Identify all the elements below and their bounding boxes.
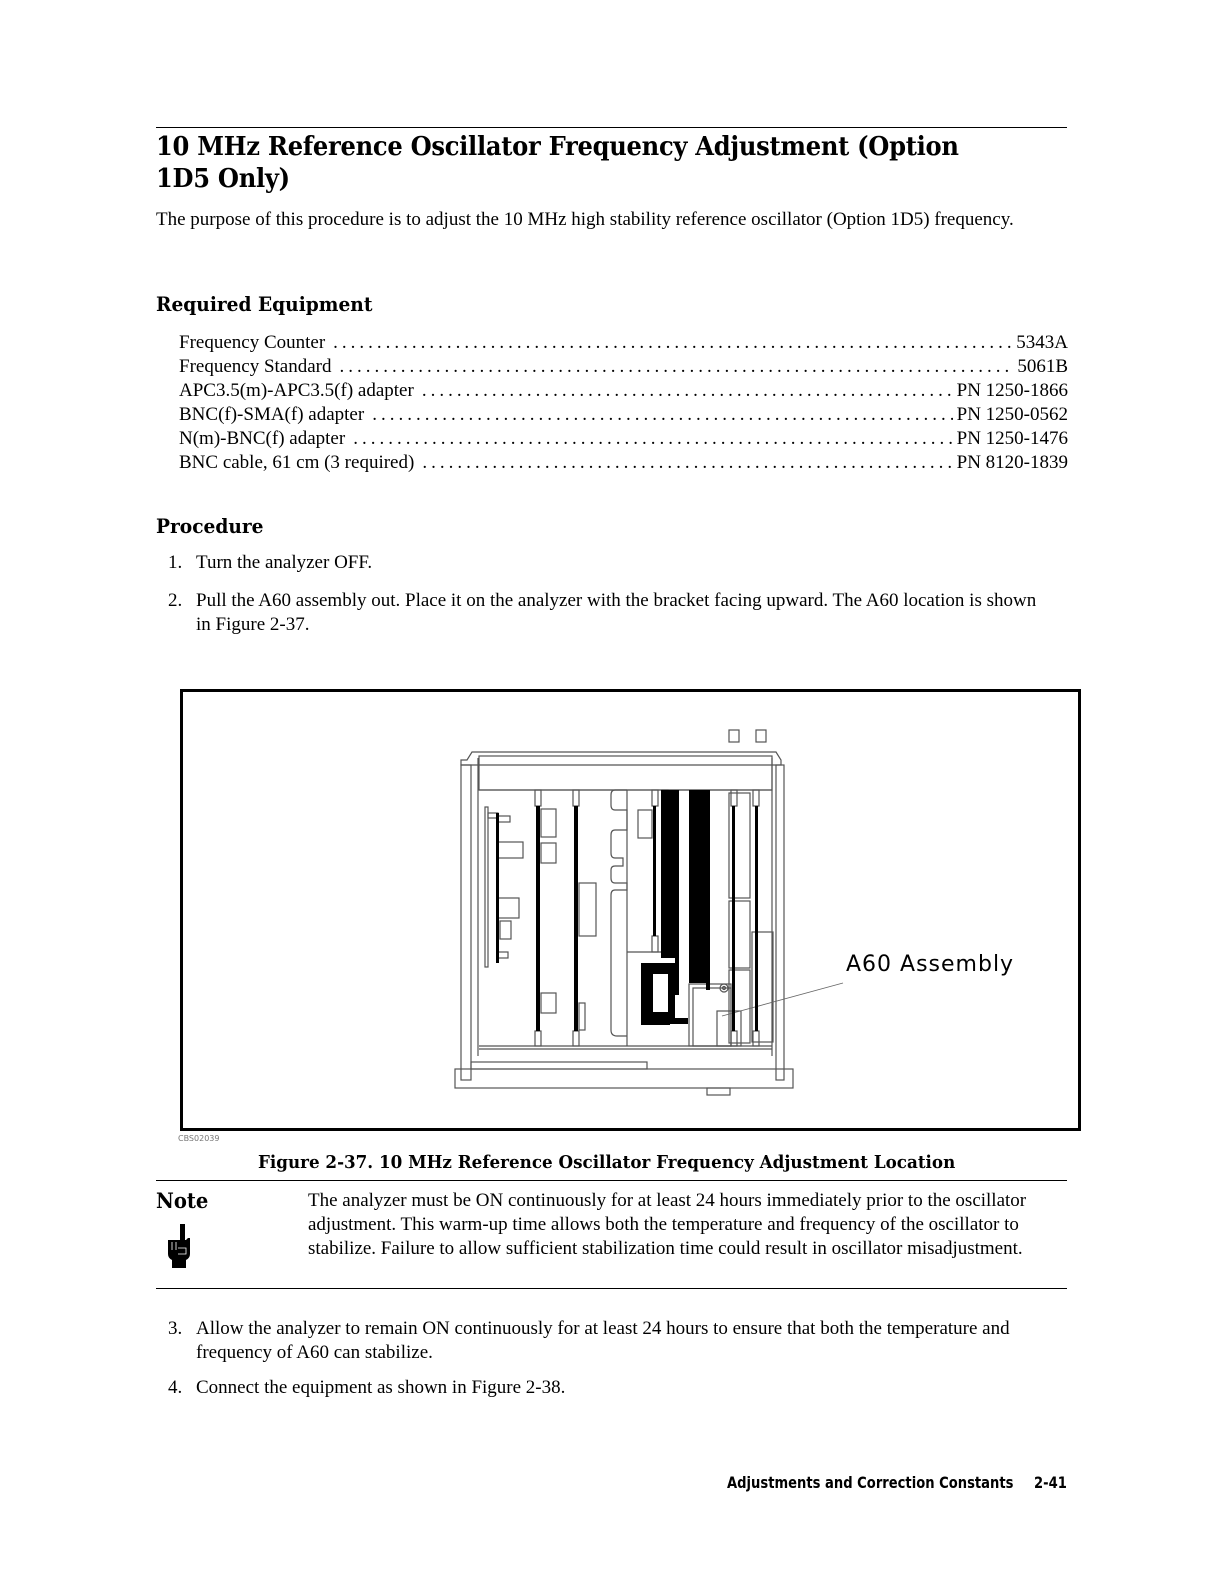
equipment-part: PN 1250-0562 [956, 404, 1068, 425]
equipment-part: PN 1250-1476 [956, 428, 1068, 449]
analyzer-top-view-diagram [183, 692, 1078, 1128]
procedure-step [168, 1376, 1048, 1400]
leader-dots [372, 403, 952, 427]
equipment-part: 5061B [1017, 356, 1068, 377]
equipment-name: N(m)-BNC(f) adapter [179, 428, 346, 449]
callout-label: A60 Assembly [846, 952, 1015, 977]
step-number: 4. [168, 1377, 183, 1398]
note-label: Note [156, 1188, 209, 1213]
title-top-rule [156, 127, 1067, 128]
equipment-item [179, 379, 1068, 403]
footer-page-number: 2-41 [1034, 1473, 1067, 1492]
step-number: 1. [168, 552, 183, 573]
note-text: The analyzer must be ON continuously for at least 24 hours immediately prior to the oscillator adjustment. This warm-up time allows both the temperature and frequency of the oscillator to stabilize. Failure to allow sufficient stabilization time could result in oscillator misadjustment. [308, 1190, 1027, 1259]
equipment-item [179, 355, 1068, 379]
equipment-name: BNC cable, 61 cm (3 required) [179, 452, 415, 473]
figure-id: CBS02039 [178, 1134, 220, 1143]
rear-connector [707, 1088, 730, 1095]
leader-dots [422, 451, 952, 475]
equipment-part: PN 1250-1866 [956, 380, 1068, 401]
required-equipment-heading: Required Equipment [156, 292, 373, 316]
footer-section-title: Adjustments and Correction Constants [727, 1473, 1014, 1492]
leader-dots [422, 379, 953, 403]
equipment-part: 5343A [1016, 332, 1068, 353]
equipment-item [179, 451, 1068, 475]
step-text: Pull the A60 assembly out. Place it on the analyzer with the bracket facing upward. The A60 location is shown in Figure 2-37. [196, 590, 1037, 635]
step-number: 2. [168, 590, 183, 611]
intro-paragraph: The purpose of this procedure is to adjust the 10 MHz high stability reference oscillator (Option 1D5) frequency. [156, 209, 1014, 230]
step-text: Allow the analyzer to remain ON continuously for at least 24 hours to ensure that both the temperature and frequency of A60 can stabilize. [196, 1318, 1010, 1363]
front-connector [756, 730, 766, 742]
side-wall-left [461, 765, 471, 1080]
step-text: Connect the equipment as shown in Figure 2-38. [196, 1377, 566, 1398]
panel-bar [479, 756, 772, 790]
equipment-item [179, 403, 1068, 427]
note-top-rule [156, 1180, 1067, 1181]
procedure-step [168, 1317, 1048, 1365]
leader-dots [333, 331, 1012, 355]
equipment-name: BNC(f)-SMA(f) adapter [179, 404, 365, 425]
leader-dots [353, 427, 952, 451]
equipment-name: Frequency Counter [179, 332, 326, 353]
front-connector [729, 730, 739, 742]
equipment-name: Frequency Standard [179, 356, 332, 377]
equipment-item [179, 427, 1068, 451]
leader-dots [339, 355, 1013, 379]
equipment-part: PN 8120-1839 [956, 452, 1068, 473]
equipment-name: APC3.5(m)-APC3.5(f) adapter [179, 380, 414, 401]
note-bottom-rule [156, 1288, 1067, 1289]
front-panel [461, 752, 781, 765]
page-title: 10 MHz Reference Oscillator Frequency Adjustment (Option 1D5 Only) [156, 132, 959, 194]
step-text: Turn the analyzer OFF. [196, 552, 373, 573]
pointing-hand-icon [164, 1224, 200, 1268]
figure-frame [180, 689, 1081, 1131]
step-number: 3. [168, 1318, 183, 1339]
side-wall-right [776, 765, 784, 1080]
procedure-heading: Procedure [156, 514, 264, 538]
procedure-step [168, 551, 1048, 575]
rear-panel [455, 1069, 793, 1088]
callout-leader-line [722, 983, 843, 1016]
bottom-strip [471, 1062, 647, 1069]
figure-caption: Figure 2-37. 10 MHz Reference Oscillator Frequency Adjustment Location [258, 1152, 956, 1173]
procedure-step [168, 589, 1048, 637]
equipment-item [179, 331, 1068, 355]
